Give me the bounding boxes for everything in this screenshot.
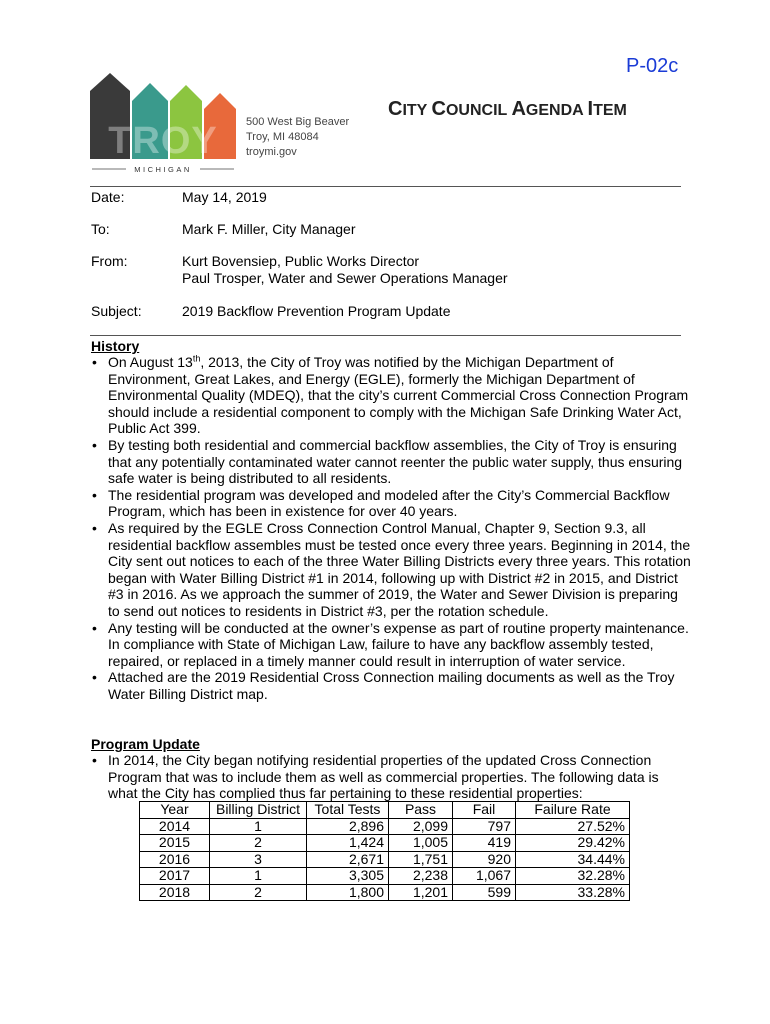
table-row: 2014 1 2,896 2,099 797 27.52%	[140, 818, 630, 835]
col-year: Year	[140, 802, 210, 819]
history-list	[91, 354, 691, 702]
col-total-tests: Total Tests	[307, 802, 389, 819]
program-update-list	[91, 752, 691, 802]
table-row: 2018 2 1,800 1,201 599 33.28%	[140, 884, 630, 901]
address-line-web[interactable]: troymi.gov	[246, 146, 297, 158]
list-item: • The residential program was developed and modeled after the City’s Commercial Backflow Program, which has been in existence for over 40 years.	[92, 486, 670, 520]
list-item: • By testing both residential and commercial backflow assemblies, the City of Troy is ensuring that any potentially contaminated water cannot reenter the public water supply, thus ensuring safe water is being distributed to all residents.	[92, 436, 683, 487]
date-value: May 14, 2019	[182, 189, 267, 205]
memo-divider	[90, 335, 681, 336]
city-address	[246, 115, 349, 160]
address-line-street: 500 West Big Beaver	[246, 116, 350, 128]
col-pass: Pass	[389, 802, 453, 819]
from-label: From:	[91, 253, 128, 269]
logo-state: MICHIGAN	[134, 165, 192, 174]
table-row: 2015 2 1,424 1,005 419 29.42%	[140, 835, 630, 852]
backflow-results-table	[139, 801, 630, 901]
address-line-city: Troy, MI 48084	[246, 131, 319, 143]
logo-word: TROY	[108, 120, 218, 162]
page-code: P-02c	[626, 55, 679, 77]
troy-logo	[88, 73, 238, 175]
to-label: To:	[91, 221, 110, 237]
list-item: • Any testing will be conducted at the owner’s expense as part of routine property maintenance. In compliance with State of Michigan Law, failure to have any backflow assembly tested, repaired, or replaced in a timely manner could result in interruption of water service.	[92, 619, 689, 669]
agenda-title: CITY COUNCIL AGENDA ITEM	[388, 98, 627, 120]
header-divider	[90, 186, 681, 187]
col-failure-rate: Failure Rate	[516, 802, 630, 819]
table-header-row	[140, 802, 630, 819]
col-billing-district: Billing District	[210, 802, 307, 819]
from-value-1: Kurt Bovensiep, Public Works Director	[182, 253, 420, 269]
subject-value: 2019 Backflow Prevention Program Update	[182, 303, 451, 319]
list-item: • As required by the EGLE Cross Connection Control Manual, Chapter 9, Section 9.3, all residential backflow assembles must be tested once every three years. Beginning in 2014, the City sent out notices to each of the three Water Billing Districts every three years. This rotation began with Water Billing District #1 in 2014, following up with District #2 in 2015, and District #3 in 2016. As we approach the summer of 2019, the Water and Sewer Division is preparing to send out notices to residents in District #3, per the rotation schedule.	[92, 519, 691, 619]
list-item: • Attached are the 2019 Residential Cross Connection mailing documents as well as the Troy Water Billing District map.	[92, 669, 675, 702]
subject-label: Subject:	[91, 303, 142, 319]
from-value-2: Paul Trosper, Water and Sewer Operations Manager	[182, 270, 508, 286]
to-value: Mark F. Miller, City Manager	[182, 221, 356, 237]
program-update-heading: Program Update	[91, 736, 200, 752]
table-row: 2017 1 3,305 2,238 1,067 32.28%	[140, 868, 630, 885]
table-row: 2016 3 2,671 1,751 920 34.44%	[140, 851, 630, 868]
history-heading: History	[91, 338, 140, 354]
list-item: • In 2014, the City began notifying residential properties of the updated Cross Connection Program that was to include them as well as commercial properties. The following data is what the City has complied thus far pertaining to these residential properties:	[92, 752, 659, 802]
date-label: Date:	[91, 189, 125, 205]
list-item: • On August 13th, 2013, the City of Troy was notified by the Michigan Department of Environment, Great Lakes, and Energy (EGLE), formerly the Michigan Department of Environmental Quality (MDEQ), that the city’s current Commercial Cross Connection Program should include a residential component to comply with the Michigan Safe Drinking Water Act, Public Act 399.	[92, 353, 689, 437]
col-fail: Fail	[453, 802, 516, 819]
